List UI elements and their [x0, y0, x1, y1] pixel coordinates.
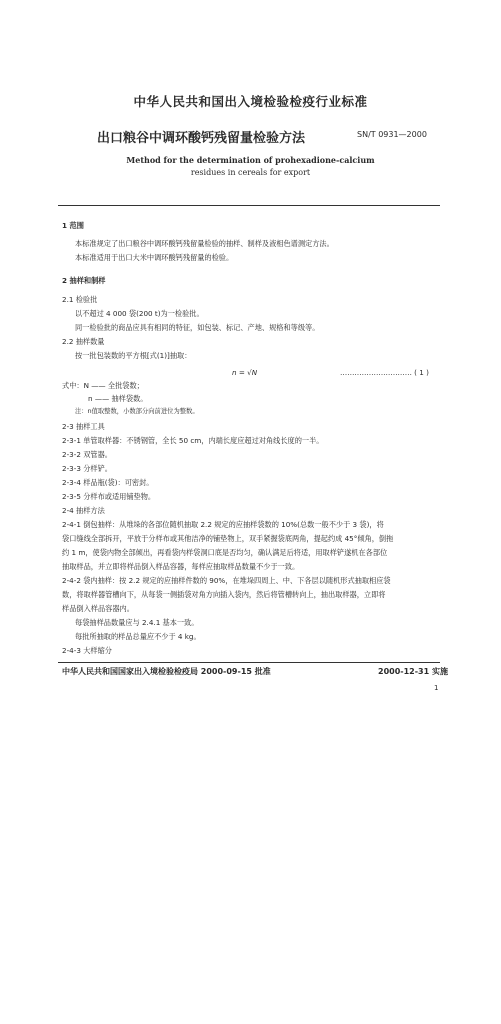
section-2-3-3: 2-3-3 分样铲。: [62, 464, 112, 473]
section-2-4-2-line-2: 数，将取样器管槽向下，从每袋一侧插袋对角方向插入袋内，然后将管槽转向上，抽出取样器，立即将: [62, 590, 386, 599]
section-2-3-4: 2-3-4 样品瓶(袋)：可密封。: [62, 478, 154, 487]
formula: n = √N: [232, 368, 258, 377]
section-2-1-paragraph-1: 以不超过 4 000 袋(200 t)为一检验批。: [75, 309, 204, 318]
section-2-3-title: 2-3 抽样工具: [62, 422, 105, 431]
section-2-4-1-line-1: 2-4-1 倒包抽样：从堆垛的各部位随机抽取 2.2 规定的应抽样袋数的 10%(总数一般不少于 3 袋)，将: [62, 520, 384, 529]
document-title-en-line1: Method for the determination of prohexadione-calcium: [126, 155, 375, 165]
section-2-4-2-line-1: 2-4-2 袋内抽样：按 2.2 规定的应抽样件数的 90%，在堆垛四周上、中、下各层以随机形式抽取相应袋: [62, 576, 391, 585]
footer-issuer: 中华人民共和国国家出入境检验检疫局 2000-09-15 批准: [62, 667, 271, 676]
page-number: 1: [434, 684, 439, 692]
document-title-en-line2: residues in cereals for export: [190, 168, 311, 177]
section-2-4-1-line-4: 抽取样品，并立即将样品倒入样品容器，每样应抽取样品数量不少于一致。: [62, 562, 300, 571]
section-1-paragraph-1: 本标准规定了出口粮谷中调环酸钙残留量检验的抽样、制样及液相色谱测定方法。: [75, 239, 334, 248]
section-2-3-2: 2-3-2 双管器。: [62, 450, 112, 459]
standard-code: SN/T 0931—2000: [357, 130, 427, 139]
section-2-4-2-line-5: 每批所抽取的样品总量应不少于 4 kg。: [75, 632, 201, 641]
formula-where-line: 式中：N —— 全批袋数；: [62, 381, 144, 390]
formula-number: ………………………… ( 1 ): [340, 368, 429, 377]
section-2-3-1: 2-3-1 单管取样器：不锈钢管，全长 50 cm，内端长度应超过对角线长度的一半。: [62, 436, 324, 445]
footer-implementation-date: 2000-12-31 实施: [378, 667, 448, 676]
section-2-title: 2 抽样和制样: [62, 276, 106, 285]
section-2-4-3-title: 2-4-3 大样缩分: [62, 646, 112, 655]
section-2-4-1-line-3: 约 1 m，使袋内物全部倾出，再看袋内样袋洞口底是否均匀，确认满足后将适，用取样铲遂机在各部位: [62, 548, 388, 557]
section-1-paragraph-2: 本标准适用于出口大米中调环酸钙残留量的检验。: [75, 253, 234, 262]
footer-divider: [58, 662, 440, 663]
header-divider: [58, 205, 440, 206]
section-2-4-title: 2-4 抽样方法: [62, 506, 105, 515]
industry-standard-heading: 中华人民共和国出入境检验检疫行业标准: [133, 94, 368, 109]
section-2-2-paragraph-1: 按一批包装数的平方根[式(1)]抽取：: [75, 351, 192, 360]
formula-where-n: n —— 抽样袋数。: [88, 394, 148, 403]
section-2-1-title: 2.1 检验批: [62, 295, 98, 304]
section-2-4-2-line-4: 每袋抽样品数量应与 2.4.1 基本一致。: [75, 618, 199, 627]
note: 注：n值取整数，小数部分向前进位为整数。: [75, 408, 199, 415]
section-2-4-2-line-3: 样品倒入样品容器内。: [62, 604, 134, 613]
document-title-cn: 出口粮谷中调环酸钙残留量检验方法: [97, 131, 306, 146]
section-2-3-5: 2-3-5 分样布或适用铺垫物。: [62, 492, 156, 501]
section-2-1-paragraph-2: 同一检验批的商品应具有相同的特征，如包装、标记、产地、规格和等级等。: [75, 323, 320, 332]
section-1-title: 1 范围: [62, 221, 84, 230]
section-2-4-1-line-2: 袋口缝线全部拆开，平放于分样布或其他洁净的铺垫物上，双手紧握袋底两角，提起约成 45°倾角，倒拖: [62, 534, 394, 543]
section-2-2-title: 2.2 抽样数量: [62, 337, 105, 346]
